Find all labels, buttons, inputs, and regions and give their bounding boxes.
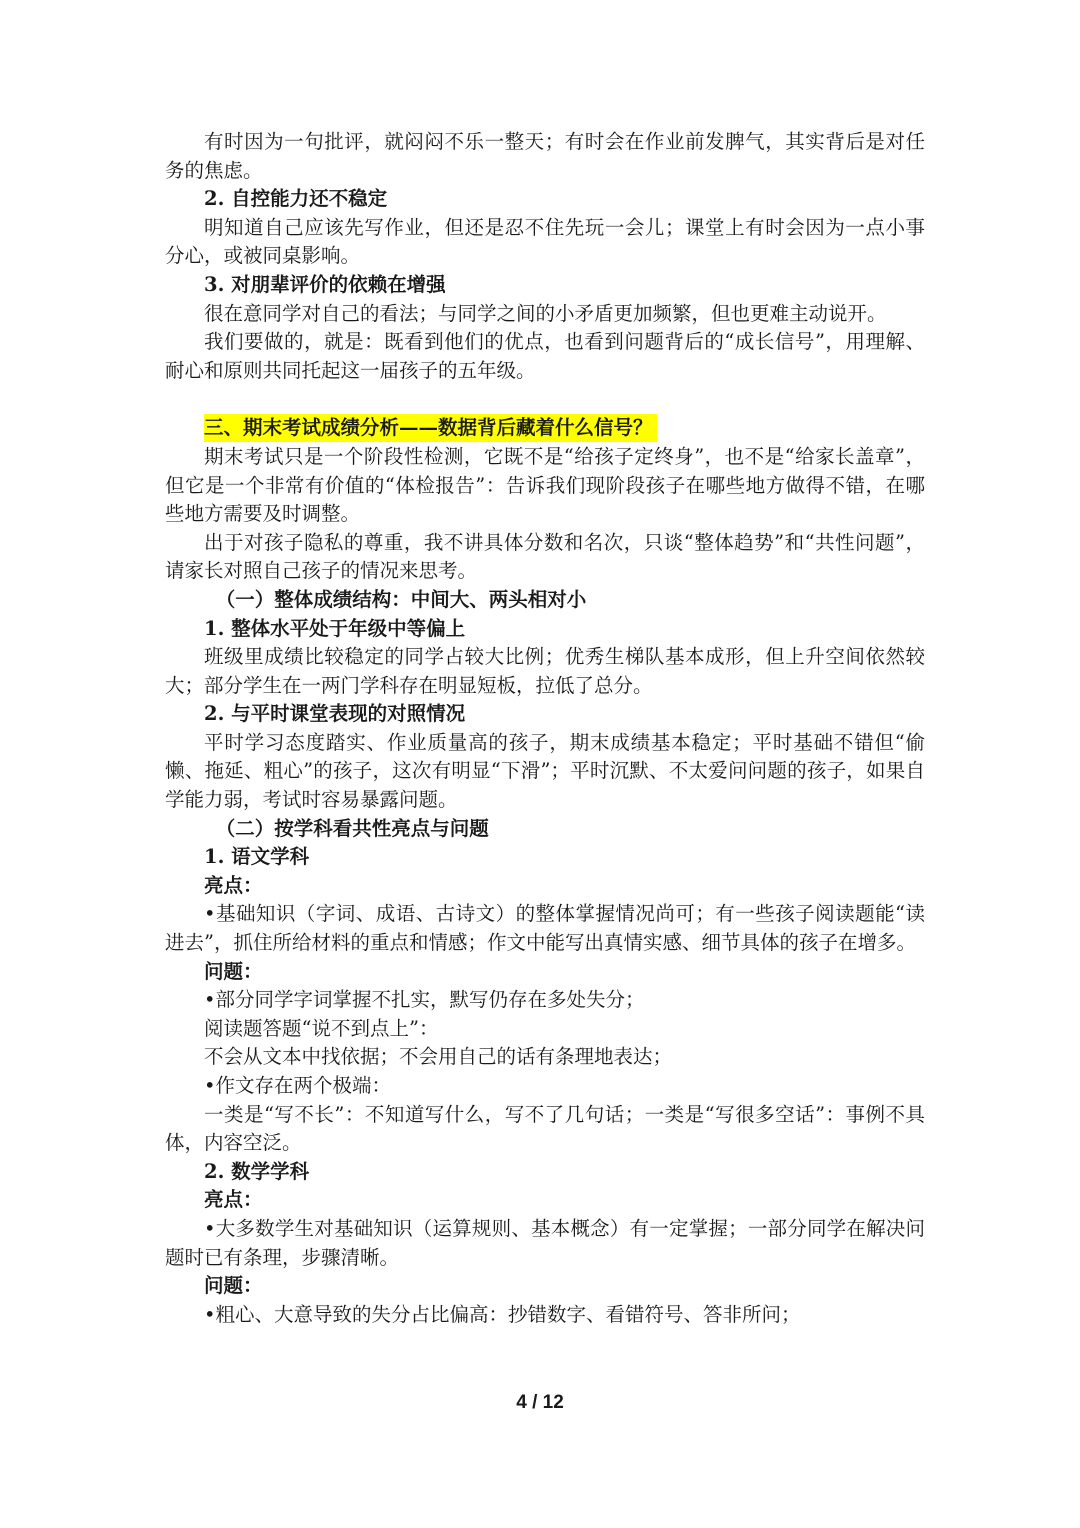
subsection-title: （二）按学科看共性亮点与问题 <box>215 816 489 840</box>
heading-overall-level: 1. 整体水平处于年级中等偏上 <box>204 616 466 640</box>
label-highlights: 亮点： <box>204 873 263 897</box>
bullet-paragraph: •部分同学字词掌握不扎实，默写仍存在多处失分； <box>204 988 645 1012</box>
paragraph: 出于对孩子隐私的尊重，我不讲具体分数和名次，只谈“整体趋势”和“共性问题”，请家长对照自己孩子的情况来思考。 <box>165 530 925 583</box>
bullet-paragraph: •基础知识（字词、成语、古诗文）的整体掌握情况尚可；有一些孩子阅读题能“读进去”，抓住所给材料的重点和情感；作文中能写出真情实感、细节具体的孩子在增多。 <box>165 902 925 955</box>
paragraph: 不会从文本中找依据；不会用自己的话有条理地表达； <box>204 1045 673 1069</box>
highlighted-section-title: 三、期末考试成绩分析——数据背后藏着什么信号？ <box>204 414 657 442</box>
paragraph: 阅读题答题“说不到点上”： <box>204 1016 439 1040</box>
label-highlights: 亮点： <box>204 1188 263 1212</box>
paragraph: 我们要做的，就是：既看到他们的优点，也看到问题背后的“成长信号”，用理解、耐心和原则共同托起这一届孩子的五年级。 <box>165 330 925 382</box>
bullet-paragraph: •粗心、大意导致的失分占比偏高：抄错数字、看错符号、答非所问； <box>204 1302 801 1326</box>
label-problems: 问题： <box>204 1274 263 1298</box>
subsection-title: （一）整体成绩结构：中间大、两头相对小 <box>215 587 587 611</box>
document-page <box>165 128 925 1329</box>
heading-peer-evaluation: 3. 对朋辈评价的依赖在增强 <box>204 272 446 296</box>
paragraph: 有时因为一句批评，就闷闷不乐一整天；有时会在作业前发脾气，其实背后是对任务的焦虑。 <box>165 130 925 182</box>
paragraph: 很在意同学对自己的看法；与同学之间的小矛盾更加频繁，但也更难主动说开。 <box>204 301 887 325</box>
heading-comparison: 2. 与平时课堂表现的对照情况 <box>204 702 466 726</box>
paragraph: 平时学习态度踏实、作业质量高的孩子，期末成绩基本稳定；平时基础不错但“偷懒、拖延、粗心”的孩子，这次有明显“下滑”；平时沉默、不太爱问问题的孩子，如果自学能力弱，考试时容易暴露问题。 <box>165 730 925 812</box>
label-problems: 问题： <box>204 959 263 983</box>
heading-self-control: 2. 自控能力还不稳定 <box>204 187 388 211</box>
paragraph: 期末考试只是一个阶段性检测，它既不是“给孩子定终身”，也不是“给家长盖章”，但它是一个非常有价值的“体检报告”：告诉我们现阶段孩子在哪些地方做得不错，在哪些地方需要及时调整。 <box>165 444 925 526</box>
paragraph: 明知道自己应该先写作业，但还是忍不住先玩一会儿；课堂上有时会因为一点小事分心，或被同桌影响。 <box>165 215 925 268</box>
heading-chinese: 1. 语文学科 <box>204 845 310 869</box>
section-title <box>165 414 925 443</box>
bullet-paragraph: •大多数学生对基础知识（运算规则、基本概念）有一定掌握；一部分同学在解决问题时已有条理，步骤清晰。 <box>165 1216 925 1269</box>
page-number: 4 / 12 <box>516 1392 564 1413</box>
bullet-paragraph: •作文存在两个极端： <box>204 1074 392 1097</box>
paragraph: 一类是“写不长”：不知道写什么，写不了几句话；一类是“写很多空话”：事例不具体，内容空泛。 <box>165 1102 925 1155</box>
heading-math: 2. 数学学科 <box>204 1159 310 1183</box>
paragraph: 班级里成绩比较稳定的同学占较大比例；优秀生梯队基本成形，但上升空间依然较大；部分学生在一两门学科存在明显短板，拉低了总分。 <box>165 645 925 697</box>
spacer <box>165 385 925 414</box>
